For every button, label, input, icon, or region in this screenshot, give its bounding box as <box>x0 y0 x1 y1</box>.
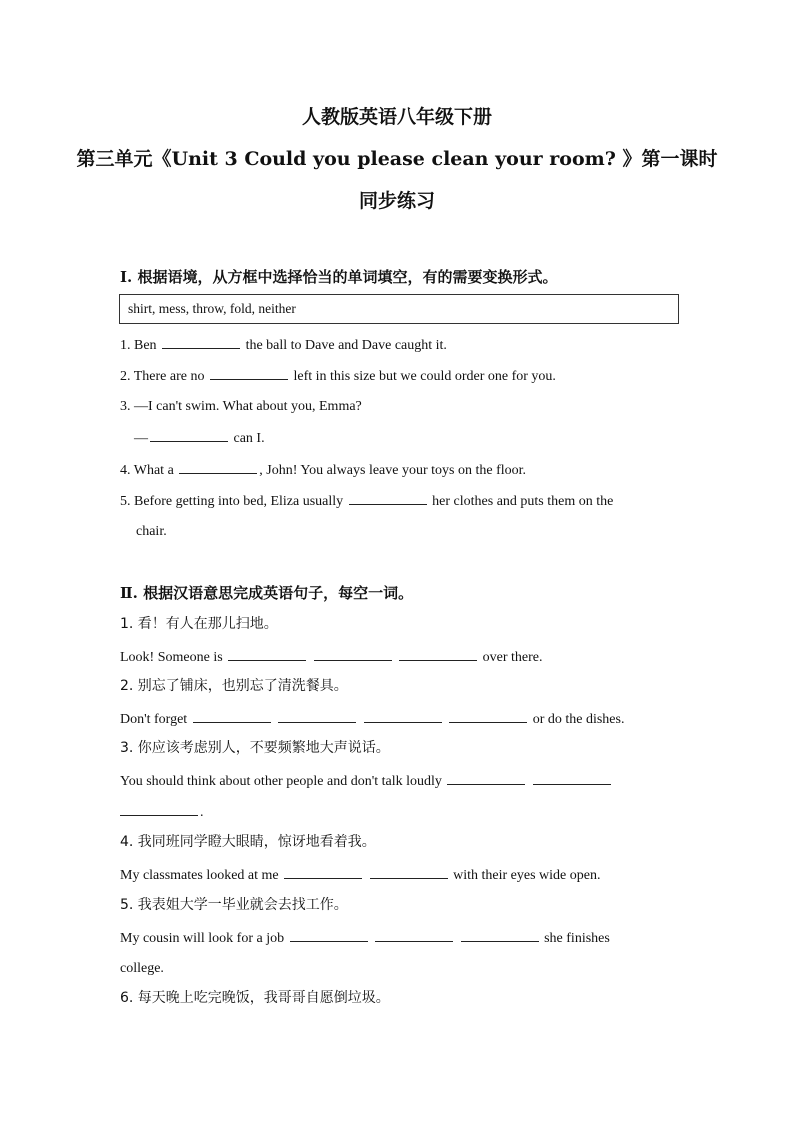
question-2-5-zh: 5. 我表姐大学一毕业就会去找工作。 <box>120 897 348 913</box>
answer-blank[interactable] <box>349 492 427 505</box>
question-2-5: My cousin will look for a job she finishes <box>120 931 610 946</box>
question-2-2-zh: 2. 别忘了铺床，也别忘了清洗餐具。 <box>120 678 348 694</box>
question-2-2: Don't forget or do the dishes. <box>120 712 625 727</box>
answer-blank[interactable] <box>150 429 228 442</box>
question-1-3: 3. —I can't swim. What about you, Emma? <box>120 399 362 414</box>
question-1-2: 2. There are no left in this size but we could order one for you. <box>120 369 556 384</box>
answer-blank[interactable] <box>210 367 288 380</box>
question-1-3-reply: — can I. <box>134 431 265 446</box>
answer-blank[interactable] <box>447 772 525 785</box>
answer-blank[interactable] <box>290 929 368 942</box>
answer-blank[interactable] <box>179 461 257 474</box>
answer-blank[interactable] <box>162 336 240 349</box>
question-2-6-zh: 6. 每天晚上吃完晚饭，我哥哥自愿倒垃圾。 <box>120 990 390 1006</box>
answer-blank[interactable] <box>284 866 362 879</box>
question-2-3-zh: 3. 你应该考虑别人，不要频繁地大声说话。 <box>120 740 390 756</box>
answer-blank[interactable] <box>314 648 392 661</box>
answer-blank[interactable] <box>228 648 306 661</box>
question-1-5-cont: chair. <box>136 524 167 539</box>
page-subtitle: 第三单元《Unit 3 Could you please clean your room? 》第一课时 <box>76 148 718 170</box>
answer-blank[interactable] <box>193 710 271 723</box>
answer-blank[interactable] <box>375 929 453 942</box>
question-2-5-cont: college. <box>120 961 164 976</box>
question-2-4: My classmates looked at me with their eyes wide open. <box>120 868 601 883</box>
answer-blank[interactable] <box>364 710 442 723</box>
answer-blank[interactable] <box>533 772 611 785</box>
question-1-5: 5. Before getting into bed, Eliza usually her clothes and puts them on the <box>120 494 614 509</box>
question-2-3: You should think about other people and don't talk loudly <box>120 772 613 790</box>
answer-blank[interactable] <box>278 710 356 723</box>
page-title: 人教版英语八年级下册 <box>301 106 492 128</box>
question-2-1: Look! Someone is over there. <box>120 650 543 665</box>
question-2-4-zh: 4. 我同班同学瞪大眼睛，惊讶地看着我。 <box>120 834 376 850</box>
answer-blank[interactable] <box>370 866 448 879</box>
question-1-1: 1. Ben the ball to Dave and Dave caught it. <box>120 338 447 353</box>
answer-blank[interactable] <box>449 710 527 723</box>
question-2-1-zh: 1. 看！有人在那儿扫地。 <box>120 616 278 632</box>
section-1-heading: Ⅰ. 根据语境，从方框中选择恰当的单词填空，有的需要变换形式。 <box>120 268 558 286</box>
question-2-3-cont: . <box>120 803 204 821</box>
answer-blank[interactable] <box>461 929 539 942</box>
answer-blank[interactable] <box>399 648 477 661</box>
page-subtitle-2: 同步练习 <box>358 190 435 212</box>
answer-blank[interactable] <box>120 803 198 816</box>
question-1-4: 4. What a , John! You always leave your toys on the floor. <box>120 463 527 478</box>
word-box: shirt, mess, throw, fold, neither <box>119 294 679 324</box>
section-2-heading: Ⅱ. 根据汉语意思完成英语句子，每空一词。 <box>120 584 414 602</box>
